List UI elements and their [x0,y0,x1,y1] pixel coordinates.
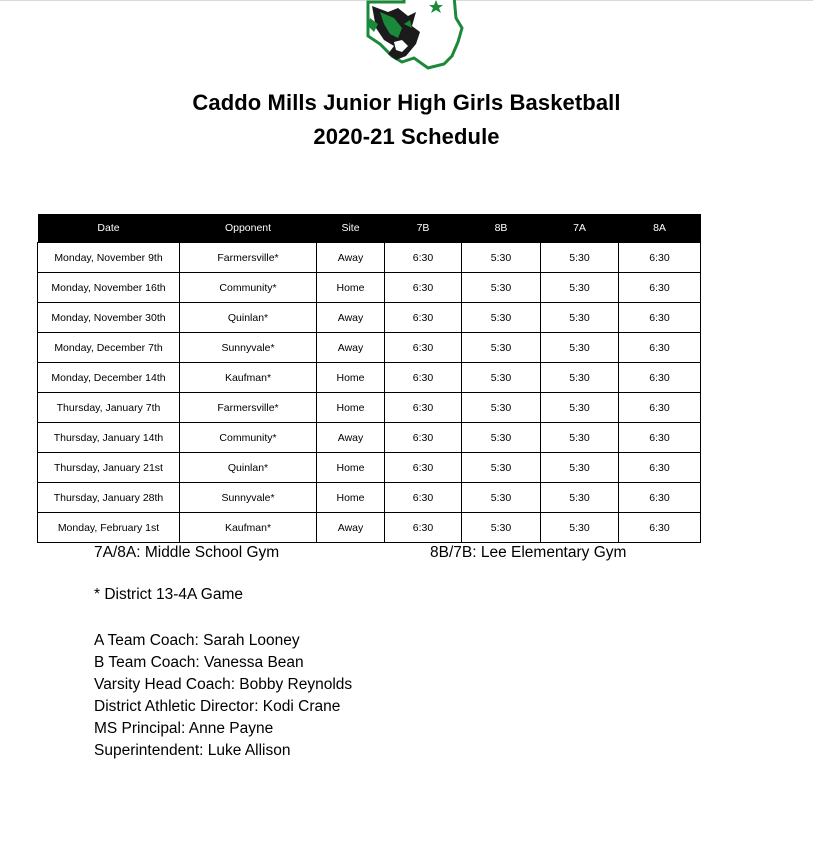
cell-date: Monday, November 9th [38,243,180,273]
cell-opponent: Farmersville* [180,243,317,273]
cell-date: Thursday, January 14th [38,423,180,453]
cell-8a: 6:30 [619,423,701,453]
cell-8b: 5:30 [462,363,541,393]
cell-opponent: Quinlan* [180,303,317,333]
cell-date: Monday, December 14th [38,363,180,393]
cell-opponent: Kaufman* [180,363,317,393]
cell-date: Monday, February 1st [38,513,180,543]
header-date: Date [38,214,180,243]
cell-date: Thursday, January 28th [38,483,180,513]
cell-opponent: Farmersville* [180,393,317,423]
staff-a-team-coach: A Team Coach: Sarah Looney [94,632,300,649]
header-8a: 8A [619,214,701,243]
header-7a: 7A [541,214,619,243]
cell-8b: 5:30 [462,243,541,273]
cell-7b: 6:30 [385,333,462,363]
cell-opponent: Quinlan* [180,453,317,483]
cell-date: Thursday, January 7th [38,393,180,423]
cell-site: Away [317,513,385,543]
cell-opponent: Kaufman* [180,513,317,543]
cell-7b: 6:30 [385,363,462,393]
cell-date: Monday, November 30th [38,303,180,333]
cell-7b: 6:30 [385,483,462,513]
staff-varsity-head-coach: Varsity Head Coach: Bobby Reynolds [94,676,353,693]
cell-8a: 6:30 [619,513,701,543]
cell-8a: 6:30 [619,363,701,393]
header-site: Site [317,214,385,243]
cell-site: Home [317,483,385,513]
cell-opponent: Community* [180,273,317,303]
cell-7b: 6:30 [385,453,462,483]
cell-8a: 6:30 [619,243,701,273]
cell-8b: 5:30 [462,513,541,543]
staff-ms-principal: MS Principal: Anne Payne [94,720,274,737]
cell-8b: 5:30 [462,333,541,363]
cell-7a: 5:30 [541,513,619,543]
cell-8a: 6:30 [619,483,701,513]
cell-8a: 6:30 [619,273,701,303]
staff-superintendent: Superintendent: Luke Allison [94,742,291,759]
table-row [38,393,701,423]
cell-7a: 5:30 [541,423,619,453]
cell-7a: 5:30 [541,243,619,273]
cell-8b: 5:30 [462,483,541,513]
cell-8a: 6:30 [619,393,701,423]
cell-date: Monday, November 16th [38,273,180,303]
table-row [38,453,701,483]
page-title: Caddo Mills Junior High Girls Basketball [192,90,621,115]
cell-site: Home [317,273,385,303]
cell-7a: 5:30 [541,453,619,483]
cell-site: Home [317,453,385,483]
cell-7a: 5:30 [541,303,619,333]
cell-opponent: Sunnyvale* [180,483,317,513]
staff-list [94,630,352,762]
cell-8a: 6:30 [619,333,701,363]
header-opponent: Opponent [180,214,317,243]
cell-8a: 6:30 [619,303,701,333]
cell-8b: 5:30 [462,393,541,423]
cell-7b: 6:30 [385,303,462,333]
staff-b-team-coach: B Team Coach: Vanessa Bean [94,654,304,671]
table-row [38,513,701,543]
table-row [38,303,701,333]
cell-opponent: Community* [180,423,317,453]
cell-7a: 5:30 [541,393,619,423]
cell-site: Away [317,423,385,453]
cell-8a: 6:30 [619,453,701,483]
cell-7b: 6:30 [385,513,462,543]
cell-7a: 5:30 [541,273,619,303]
cell-7b: 6:30 [385,243,462,273]
staff-athletic-director: District Athletic Director: Kodi Crane [94,698,341,715]
table-row [38,273,701,303]
cell-8b: 5:30 [462,423,541,453]
cell-site: Away [317,243,385,273]
table-row [38,483,701,513]
table-row [38,363,701,393]
cell-date: Monday, December 7th [38,333,180,363]
cell-7b: 6:30 [385,423,462,453]
cell-8b: 5:30 [462,273,541,303]
table-row [38,243,701,273]
schedule-table [37,214,701,543]
table-header-row [38,214,701,243]
cell-7a: 5:30 [541,483,619,513]
page-subtitle: 2020-21 Schedule [313,124,500,149]
location-lee-elementary-gym: 8B/7B: Lee Elementary Gym [430,544,627,561]
location-middle-school-gym: 7A/8A: Middle School Gym [94,544,280,561]
cell-site: Away [317,333,385,363]
cell-opponent: Sunnyvale* [180,333,317,363]
table-row [38,333,701,363]
cell-site: Home [317,393,385,423]
table-row [38,423,701,453]
cell-8b: 5:30 [462,453,541,483]
cell-7b: 6:30 [385,273,462,303]
cell-7a: 5:30 [541,363,619,393]
cell-7a: 5:30 [541,333,619,363]
header-8b: 8B [462,214,541,243]
cell-date: Thursday, January 21st [38,453,180,483]
wolf-mascot-logo-icon [358,0,482,70]
cell-8b: 5:30 [462,303,541,333]
header-7b: 7B [385,214,462,243]
cell-site: Away [317,303,385,333]
district-game-note: * District 13-4A Game [94,586,244,603]
cell-site: Home [317,363,385,393]
cell-7b: 6:30 [385,393,462,423]
